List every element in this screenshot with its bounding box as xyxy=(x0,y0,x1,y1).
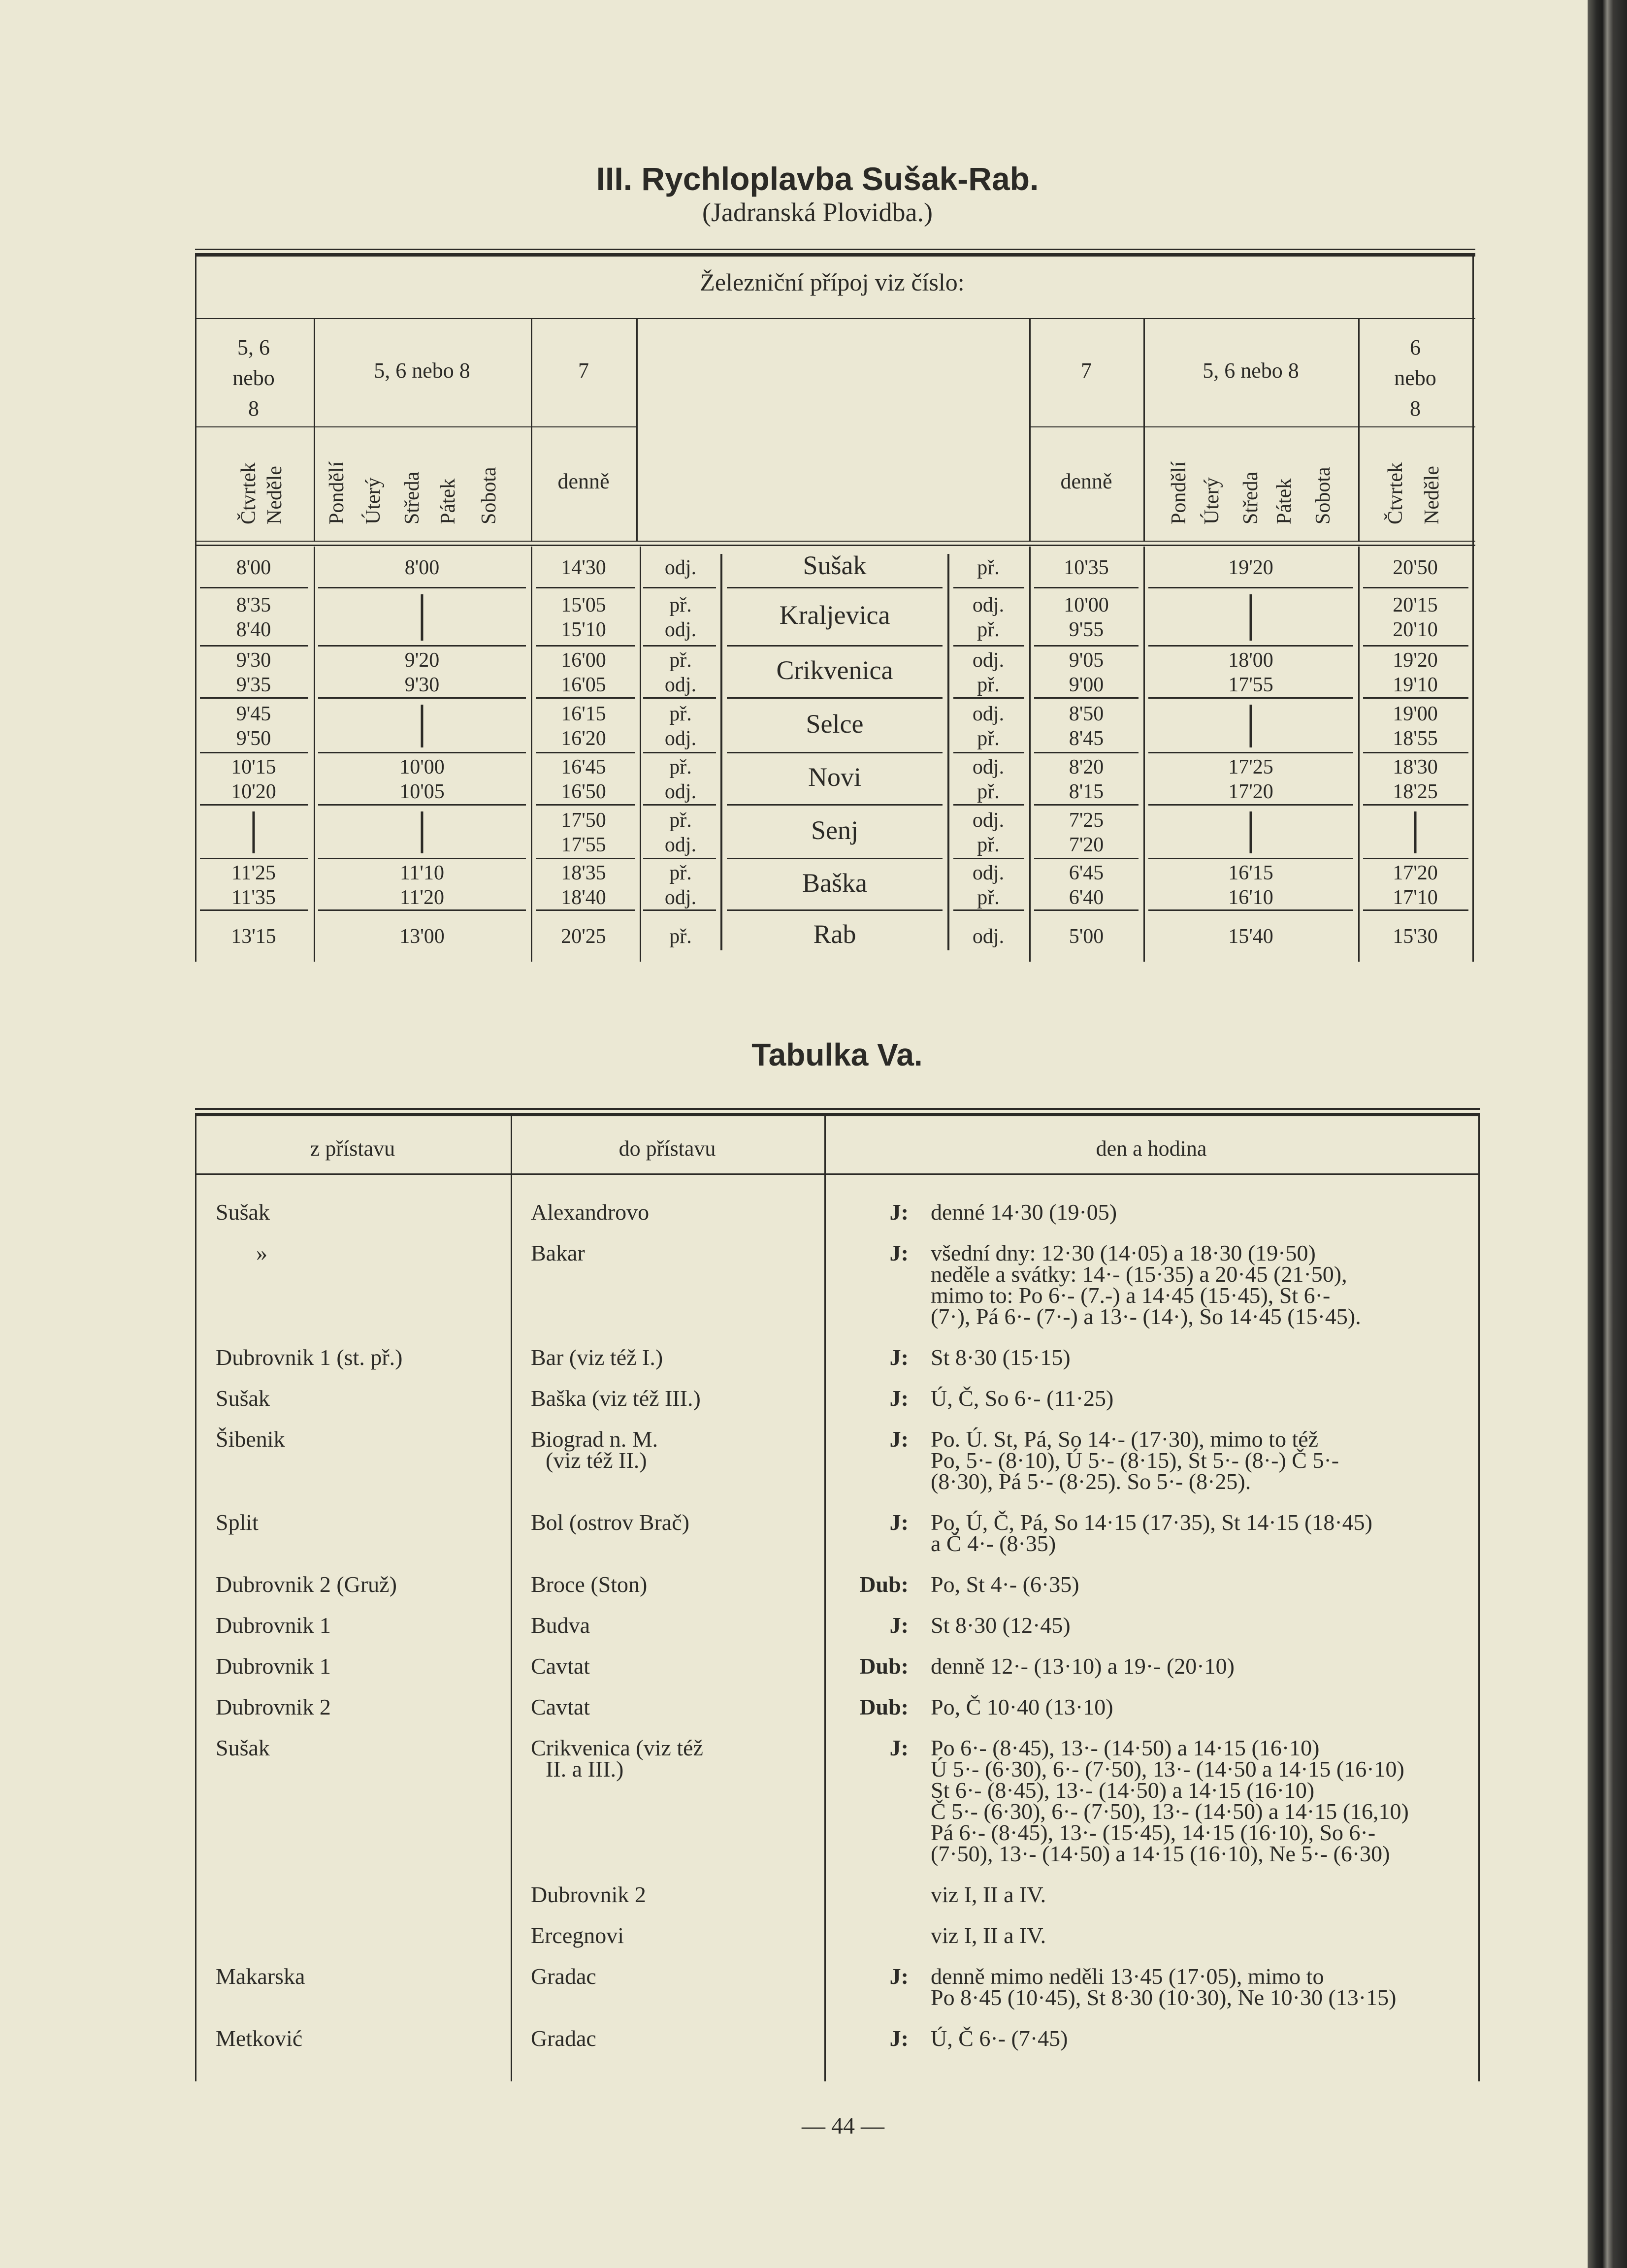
divider xyxy=(195,426,636,427)
time-value: 10'05 xyxy=(399,780,445,803)
table-row xyxy=(0,1428,1477,1492)
day-label: Čtvrtek xyxy=(1384,462,1407,524)
table-row xyxy=(0,1966,1477,2008)
to-port-line: Baška (viz též III.) xyxy=(531,1386,701,1411)
time-value: 15'40 xyxy=(1228,925,1273,948)
arrival-departure-label: odj. xyxy=(664,833,697,856)
continuation-bar xyxy=(421,705,423,747)
divider xyxy=(195,1108,1480,1110)
arrival-departure-label: odj. xyxy=(664,556,697,579)
time-value: 19'20 xyxy=(1228,556,1273,579)
schedule xyxy=(931,1388,1472,1409)
line-code: J: xyxy=(889,1426,909,1452)
table-title: Tabulka Va. xyxy=(751,1037,923,1072)
table-row xyxy=(0,1242,1477,1327)
table-row xyxy=(0,859,1477,911)
time-value: 15'30 xyxy=(1393,925,1438,948)
schedule xyxy=(931,1925,1472,1946)
table-row xyxy=(0,911,1477,962)
time-value: 8'45 xyxy=(1069,727,1104,750)
time-value: 16'10 xyxy=(1228,886,1273,909)
schedule-line: viz I, II a IV. xyxy=(931,1882,1046,1907)
column-divider xyxy=(531,319,532,541)
schedule-line: Po. Ú. St, Pá, So 14·- (17·30), mimo to též xyxy=(931,1426,1319,1452)
schedule xyxy=(931,1884,1472,1905)
scan-edge xyxy=(1588,0,1627,2268)
line-code: J: xyxy=(889,1613,909,1638)
schedule xyxy=(931,1574,1472,1595)
arrival-departure-label: odj. xyxy=(972,861,1005,884)
schedule-line: (8·30), Pá 5·- (8·25). So 5·- (8·25). xyxy=(931,1469,1251,1494)
page-title: III. Rychloplavba Sušak-Rab. xyxy=(596,161,1039,197)
table-row xyxy=(0,699,1477,753)
divider xyxy=(195,318,1475,319)
day-label: Středa xyxy=(1239,471,1262,524)
time-value: 17'55 xyxy=(561,833,606,856)
schedule-line: Ú, Č, So 6·- (11·25) xyxy=(931,1386,1114,1411)
arrival-departure-label: př. xyxy=(977,674,1000,696)
arrival-departure-label: odj. xyxy=(972,809,1005,832)
from-port: Šibenik xyxy=(216,1426,285,1452)
arrival-departure-label: odj. xyxy=(664,780,697,803)
table-row xyxy=(0,1925,1477,1946)
time-value: 16'05 xyxy=(561,674,606,696)
line-code: J: xyxy=(889,1735,909,1760)
from-port: Metković xyxy=(216,2026,303,2051)
time-value: 20'10 xyxy=(1393,618,1438,641)
time-value: 9'20 xyxy=(404,649,440,672)
divider xyxy=(195,541,1475,542)
column-divider xyxy=(1358,319,1360,541)
time-value: 16'20 xyxy=(561,727,606,750)
group-label: 5, 6 nebo 8 xyxy=(374,358,470,383)
time-value: 9'30 xyxy=(236,649,271,672)
schedule-line: Po, Č 10·40 (13·10) xyxy=(931,1694,1113,1719)
time-value: 18'00 xyxy=(1228,649,1273,672)
arrival-departure-label: př. xyxy=(977,556,1000,579)
from-port: Sušak xyxy=(216,1386,270,1411)
time-value: 9'35 xyxy=(236,674,271,696)
from-port: » xyxy=(256,1240,267,1265)
time-value: 10'15 xyxy=(231,756,276,778)
schedule-line: Po, Ú, Č, Pá, So 14·15 (17·35), St 14·15 (18·45) xyxy=(931,1510,1372,1535)
schedule xyxy=(931,1696,1472,1717)
continuation-bar xyxy=(421,811,423,853)
schedule-line: St 8·30 (15·15) xyxy=(931,1345,1071,1370)
column-divider xyxy=(314,319,315,541)
table-row xyxy=(0,2028,1477,2049)
to-port-line: Biograd n. M. xyxy=(531,1426,658,1452)
line-code: J: xyxy=(889,2026,909,2051)
to-port xyxy=(531,1615,807,1636)
schedule-line: Ú, Č 6·- (7·45) xyxy=(931,2026,1068,2051)
time-value: 9'45 xyxy=(236,702,271,725)
to-port-line: Bol (ostrov Brač) xyxy=(531,1510,689,1535)
time-value: 10'00 xyxy=(1064,594,1109,616)
time-value: 18'25 xyxy=(1393,780,1438,803)
arrival-departure-label: př. xyxy=(977,780,1000,803)
arrival-departure-label: odj. xyxy=(664,674,697,696)
schedule xyxy=(931,1512,1472,1554)
schedule-line: mimo to: Po 6·- (7.-) a 14·45 (15·45), St 6·- xyxy=(931,1283,1331,1308)
header-when: den a hodina xyxy=(1096,1136,1207,1161)
to-port xyxy=(531,1574,807,1595)
divider xyxy=(1029,426,1475,427)
time-value: 8'20 xyxy=(1069,756,1104,778)
page-subtitle: (Jadranská Plovidba.) xyxy=(702,197,933,227)
table-row xyxy=(0,1696,1477,1717)
schedule-line: St 8·30 (12·45) xyxy=(931,1613,1071,1638)
day-label: Čtvrtek xyxy=(237,462,260,524)
time-value: 17'20 xyxy=(1228,780,1273,803)
header-from: z přístavu xyxy=(310,1136,395,1161)
to-port xyxy=(531,2028,807,2049)
schedule xyxy=(931,1347,1472,1368)
schedule xyxy=(931,1737,1472,1864)
continuation-bar xyxy=(253,811,255,853)
continuation-bar xyxy=(1250,811,1252,853)
time-value: 20'15 xyxy=(1393,594,1438,616)
time-value: 17'55 xyxy=(1228,674,1273,696)
time-value: 9'55 xyxy=(1069,618,1104,641)
divider xyxy=(195,1113,1480,1116)
from-port: Dubrovnik 2 xyxy=(216,1694,331,1719)
schedule xyxy=(931,1966,1472,2008)
time-value: 17'25 xyxy=(1228,756,1273,778)
schedule xyxy=(931,1201,1472,1223)
time-value: 11'25 xyxy=(231,861,276,884)
time-value: 7'25 xyxy=(1069,809,1104,832)
schedule-line: Č 5·- (6·30), 6·- (7·50), 13·- (14·50) a 14·15 (16,10) xyxy=(931,1799,1409,1824)
divider xyxy=(195,545,1475,546)
from-port: Dubrovnik 1 xyxy=(216,1613,331,1638)
time-value: 19'00 xyxy=(1393,702,1438,725)
day-label: Úterý xyxy=(1201,477,1223,524)
day-label: Pátek xyxy=(437,478,459,524)
station-name: Selce xyxy=(806,709,864,739)
to-port xyxy=(531,1696,807,1717)
arrival-departure-label: odj. xyxy=(664,727,697,750)
time-value: 16'00 xyxy=(561,649,606,672)
line-code: J: xyxy=(889,1386,909,1411)
continuation-bar xyxy=(1414,811,1417,853)
to-port xyxy=(531,1925,807,1946)
time-value: 19'10 xyxy=(1393,674,1438,696)
schedule-line: všední dny: 12·30 (14·05) a 18·30 (19·50) xyxy=(931,1240,1316,1265)
arrival-departure-label: př. xyxy=(669,809,692,832)
day-label: Neděle xyxy=(263,466,286,524)
to-port-line: Cavtat xyxy=(531,1653,590,1679)
to-port-line: II. a III.) xyxy=(546,1756,624,1782)
to-port-line: Crikvenica (viz též xyxy=(531,1735,703,1760)
time-value: 15'10 xyxy=(561,618,606,641)
time-value: 18'55 xyxy=(1393,727,1438,750)
to-port xyxy=(531,1966,807,1987)
schedule-line: Po 8·45 (10·45), St 8·30 (10·30), Ne 10·30 (13·15) xyxy=(931,1985,1397,2010)
continuation-bar xyxy=(421,594,423,641)
arrival-departure-label: př. xyxy=(977,833,1000,856)
station-name: Rab xyxy=(813,919,856,949)
time-value: 8'00 xyxy=(236,556,271,579)
table-row xyxy=(0,588,1477,647)
day-label: Pátek xyxy=(1273,478,1296,524)
time-value: 8'00 xyxy=(404,556,440,579)
column-divider xyxy=(636,319,638,541)
header-to: do přístavu xyxy=(618,1136,716,1161)
line-code: Dub: xyxy=(859,1694,909,1719)
time-value: 17'50 xyxy=(561,809,606,832)
table-row xyxy=(0,1201,1477,1223)
group-label: 7 xyxy=(578,358,589,383)
column-divider xyxy=(1029,319,1031,541)
time-value: 10'20 xyxy=(231,780,276,803)
time-value: 8'40 xyxy=(236,618,271,641)
time-value: 20'25 xyxy=(561,925,606,948)
time-value: 15'05 xyxy=(561,594,606,616)
time-value: 5'00 xyxy=(1069,925,1104,948)
time-value: 11'20 xyxy=(399,886,445,909)
schedule-line: Ú 5·- (6·30), 6·- (7·50), 13·- (14·50 a 14·15 (16·10) xyxy=(931,1756,1404,1782)
table-row xyxy=(0,1388,1477,1409)
schedule-line: Po, St 4·- (6·35) xyxy=(931,1572,1079,1597)
line-code: Dub: xyxy=(859,1572,909,1597)
to-port-line: Alexandrovo xyxy=(531,1199,650,1225)
to-port-line: (viz též II.) xyxy=(546,1448,647,1473)
from-port: Sušak xyxy=(216,1199,270,1225)
group-label: 6 nebo 8 xyxy=(1394,335,1436,421)
day-label: Pondělí xyxy=(1168,461,1190,524)
schedule-line: denné 14·30 (19·05) xyxy=(931,1199,1117,1225)
station-name: Crikvenica xyxy=(776,655,893,685)
schedule-line: Pá 6·- (8·45), 13·- (15·45), 14·15 (16·10), So 6·- xyxy=(931,1820,1376,1845)
day-label: Pondělí xyxy=(325,461,348,524)
to-port xyxy=(531,1655,807,1677)
to-port-line: Ercegnovi xyxy=(531,1923,624,1948)
station-name: Senj xyxy=(811,815,859,845)
day-label: Sobota xyxy=(1312,467,1334,524)
time-value: 18'40 xyxy=(561,886,606,909)
time-value: 16'15 xyxy=(1228,861,1273,884)
arrival-departure-label: př. xyxy=(977,727,1000,750)
time-value: 10'35 xyxy=(1064,556,1109,579)
schedule xyxy=(931,1655,1472,1677)
arrival-departure-label: př. xyxy=(669,756,692,778)
time-value: 7'20 xyxy=(1069,833,1104,856)
to-port xyxy=(531,1884,807,1905)
from-port: Split xyxy=(216,1510,259,1535)
schedule-line: denně 12·- (13·10) a 19·- (20·10) xyxy=(931,1653,1235,1679)
arrival-departure-label: př. xyxy=(669,594,692,616)
time-value: 13'00 xyxy=(399,925,445,948)
station-name: Kraljevica xyxy=(779,600,890,630)
divider xyxy=(195,1173,1480,1175)
time-value: 16'15 xyxy=(561,702,606,725)
schedule-line: Po 6·- (8·45), 13·- (14·50) a 14·15 (16·10) xyxy=(931,1735,1320,1760)
daily-label: denně xyxy=(1060,469,1112,493)
line-code: J: xyxy=(889,1345,909,1370)
schedule-line: (7·50), 13·- (14·50) a 14·15 (16·10), Ne 5·- (6·30) xyxy=(931,1841,1390,1866)
table-row xyxy=(0,1737,1477,1864)
schedule-line: St 6·- (8·45), 13·- (14·50) a 14·15 (16·10) xyxy=(931,1778,1315,1803)
table-row xyxy=(0,547,1477,588)
time-value: 6'40 xyxy=(1069,886,1104,909)
table-row xyxy=(0,1512,1477,1554)
table-row xyxy=(0,1347,1477,1368)
time-value: 16'50 xyxy=(561,780,606,803)
time-value: 9'50 xyxy=(236,727,271,750)
arrival-departure-label: př. xyxy=(977,886,1000,909)
schedule-line: (7·), Pá 6·- (7·-) a 13·- (14·), So 14·45 (15·45). xyxy=(931,1304,1361,1329)
table-row xyxy=(0,1655,1477,1677)
group-label: 5, 6 nebo 8 xyxy=(1203,358,1299,383)
to-port xyxy=(531,1428,807,1471)
time-value: 8'35 xyxy=(236,594,271,616)
schedule-line: a Č 4·- (8·35) xyxy=(931,1531,1056,1556)
from-port: Dubrovnik 1 (st. př.) xyxy=(216,1345,403,1370)
time-value: 17'10 xyxy=(1393,886,1438,909)
table-row xyxy=(0,647,1477,699)
arrival-departure-label: odj. xyxy=(972,756,1005,778)
from-port: Dubrovnik 1 xyxy=(216,1653,331,1679)
time-value: 10'00 xyxy=(399,756,445,778)
schedule xyxy=(931,1242,1472,1327)
to-port xyxy=(531,1737,807,1780)
table-row xyxy=(0,1574,1477,1595)
day-label: Neděle xyxy=(1421,466,1443,524)
time-value: 9'05 xyxy=(1069,649,1104,672)
arrival-departure-label: odj. xyxy=(972,702,1005,725)
to-port xyxy=(531,1388,807,1409)
to-port xyxy=(531,1347,807,1368)
schedule xyxy=(931,1428,1472,1492)
group-label: 7 xyxy=(1081,358,1092,383)
time-value: 11'10 xyxy=(399,861,445,884)
daily-label: denně xyxy=(557,469,610,493)
line-code: Dub: xyxy=(859,1653,909,1679)
continuation-bar xyxy=(1250,705,1252,747)
time-value: 16'45 xyxy=(561,756,606,778)
to-port-line: Dubrovnik 2 xyxy=(531,1882,646,1907)
time-value: 18'35 xyxy=(561,861,606,884)
line-code: J: xyxy=(889,1964,909,1989)
schedule-line: viz I, II a IV. xyxy=(931,1923,1046,1948)
arrival-departure-label: př. xyxy=(669,702,692,725)
to-port-line: Broce (Ston) xyxy=(531,1572,648,1597)
group-label: 5, 6 nebo 8 xyxy=(232,335,275,421)
time-value: 19'20 xyxy=(1393,649,1438,672)
time-value: 8'50 xyxy=(1069,702,1104,725)
time-value: 13'15 xyxy=(231,925,276,948)
line-code: J: xyxy=(889,1510,909,1535)
divider xyxy=(195,253,1475,257)
station-name: Novi xyxy=(808,762,861,792)
arrival-departure-label: odj. xyxy=(972,925,1005,948)
station-name: Sušak xyxy=(803,550,867,580)
arrival-departure-label: př. xyxy=(669,861,692,884)
column-divider xyxy=(1143,319,1145,541)
day-label: Sobota xyxy=(478,467,500,524)
schedule-line: neděle a svátky: 14·- (15·35) a 20·45 (21·50), xyxy=(931,1262,1347,1287)
arrival-departure-label: odj. xyxy=(972,594,1005,616)
time-value: 11'35 xyxy=(231,886,276,909)
table-row xyxy=(0,806,1477,859)
day-label: Středa xyxy=(401,471,423,524)
table-row xyxy=(0,753,1477,806)
station-name: Baška xyxy=(802,868,867,898)
time-value: 9'00 xyxy=(1069,674,1104,696)
day-label: Úterý xyxy=(362,477,385,524)
time-value: 8'15 xyxy=(1069,780,1104,803)
time-value: 18'30 xyxy=(1393,756,1438,778)
to-port xyxy=(531,1201,807,1223)
time-value: 20'50 xyxy=(1393,556,1438,579)
time-value: 6'45 xyxy=(1069,861,1104,884)
arrival-departure-label: odj. xyxy=(664,618,697,641)
to-port xyxy=(531,1512,807,1533)
from-port: Dubrovnik 2 (Gruž) xyxy=(216,1572,397,1597)
to-port-line: Bakar xyxy=(531,1240,585,1265)
schedule xyxy=(931,1615,1472,1636)
continuation-bar xyxy=(1250,594,1252,641)
to-port-line: Gradac xyxy=(531,1964,596,1989)
time-value: 9'30 xyxy=(404,674,440,696)
arrival-departure-label: odj. xyxy=(972,649,1005,672)
from-port: Makarska xyxy=(216,1964,305,1989)
divider xyxy=(195,249,1475,250)
arrival-departure-label: odj. xyxy=(664,886,697,909)
to-port-line: Cavtat xyxy=(531,1694,590,1719)
time-value: 14'30 xyxy=(561,556,606,579)
page-number: — 44 — xyxy=(802,2113,884,2139)
arrival-departure-label: př. xyxy=(669,925,692,948)
to-port-line: Budva xyxy=(531,1613,590,1638)
schedule-line: Po, 5·- (8·10), Ú 5·- (8·15), St 5·- (8·-) Č 5·- xyxy=(931,1448,1339,1473)
to-port-line: Gradac xyxy=(531,2026,596,2051)
arrival-departure-label: př. xyxy=(977,618,1000,641)
connection-header: Železniční přípoj viz číslo: xyxy=(700,268,965,296)
column-divider xyxy=(1478,1116,1480,2081)
line-code: J: xyxy=(889,1240,909,1265)
to-port-line: Bar (viz též I.) xyxy=(531,1345,663,1370)
table-row xyxy=(0,1615,1477,1636)
line-code: J: xyxy=(889,1199,909,1225)
time-value: 17'20 xyxy=(1393,861,1438,884)
schedule-line: denně mimo neděli 13·45 (17·05), mimo to xyxy=(931,1964,1324,1989)
to-port xyxy=(531,1242,807,1264)
from-port: Sušak xyxy=(216,1735,270,1760)
schedule xyxy=(931,2028,1472,2049)
table-row xyxy=(0,1884,1477,1905)
arrival-departure-label: př. xyxy=(669,649,692,672)
